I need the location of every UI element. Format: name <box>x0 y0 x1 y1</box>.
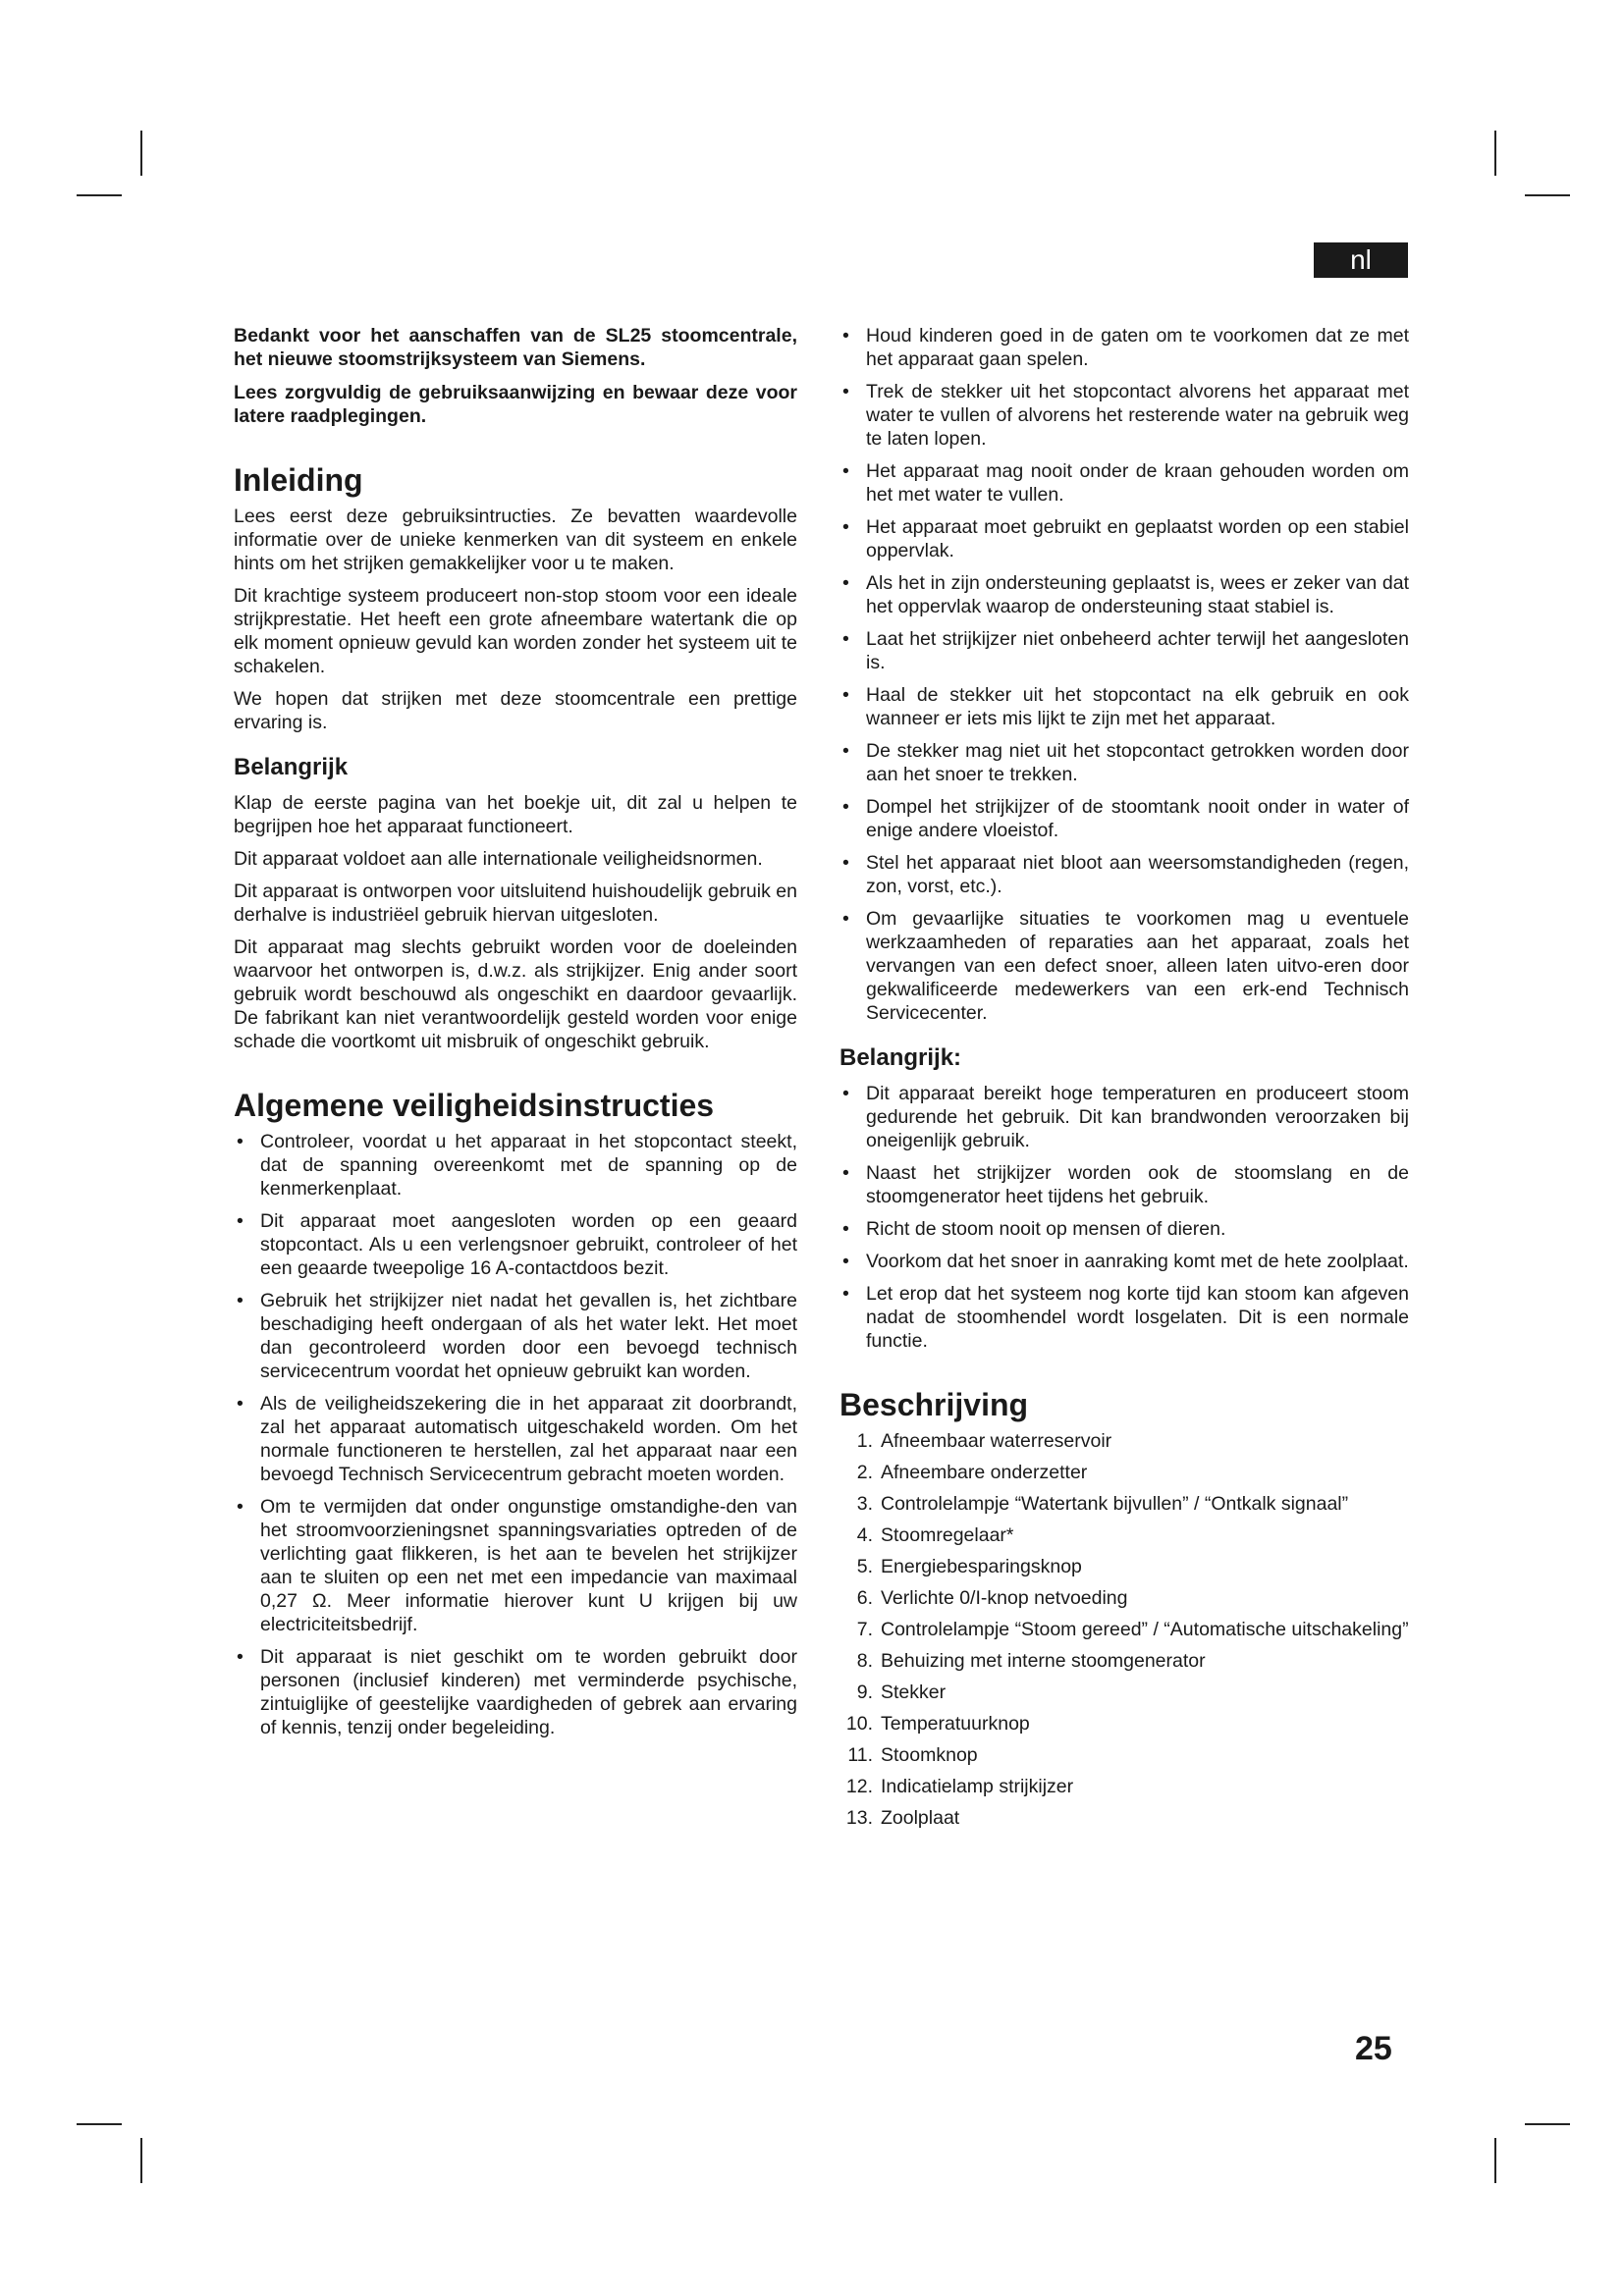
list-item: • Dompel het strijkijzer of de stoomtank nooit onder in water of enige andere vloeistof. <box>839 795 1409 842</box>
list-item <box>839 1743 1409 1767</box>
item-text: Afneembare onderzetter <box>881 1462 1088 1483</box>
list-item <box>839 1586 1409 1610</box>
list-item: • Als het in zijn ondersteuning geplaatst is, wees er zeker van dat het oppervlak waarop de ondersteuning staat stabiel is. <box>839 571 1409 618</box>
list-item: • Het apparaat mag nooit onder de kraan gehouden worden om het met water te vullen. <box>839 459 1409 507</box>
item-text: Afneembaar waterreservoir <box>881 1430 1112 1452</box>
paragraph: Lees eerst deze gebruiksintructies. Ze bevatten waardevolle informatie over de unieke kenmerken van dit systeem en enkele hints om het strijken gemakkelijker voor u te maken. <box>234 506 797 574</box>
list-item: • Haal de stekker uit het stopcontact na elk gebruik en ook wanneer er iets mis lijkt te zijn met het apparaat. <box>839 683 1409 730</box>
crop-mark <box>140 2138 142 2183</box>
item-text: Controlelampje “Watertank bijvullen” / “Ontkalk signaal” <box>881 1493 1349 1515</box>
item-text: Stoomregelaar* <box>881 1524 1014 1546</box>
page-number: 25 <box>1355 2030 1392 2067</box>
section-heading-veiligheid: Algemene veiligheidsinstructies <box>234 1088 715 1123</box>
subheading-belangrijk: Belangrijk: <box>839 1044 962 1071</box>
crop-mark <box>77 194 122 196</box>
list-item <box>839 1649 1409 1673</box>
list-item: • Let erop dat het systeem nog korte tijd kan stoom kan afgeven nadat de stoomhendel wordt losgelaten. Dit is een normale functie. <box>839 1282 1409 1353</box>
item-number: 9. <box>856 1682 873 1703</box>
list-item: • Laat het strijkijzer niet onbeheerd achter terwijl het aangesloten is. <box>839 627 1409 674</box>
safety-list-continued <box>839 324 1409 1025</box>
item-text: Controlelampje “Stoom gereed” / “Automatische uitschakeling” <box>881 1619 1409 1640</box>
paragraph: Dit apparaat mag slechts gebruikt worden voor de doeleinden waarvoor het ontworpen is, d.w.z. als strijkijzer. Enig ander soort gebruik wordt beschouwd als ongeschikt en daardoor gevaarlijk. De fabrikant kan niet verantwoordelijk gesteld worden voor enige schade die voortkomt uit misbruik of ongeschikt gebruik. <box>234 936 797 1052</box>
item-text: Verlichte 0/I-knop netvoeding <box>881 1587 1128 1609</box>
list-item <box>839 1461 1409 1484</box>
list-item <box>839 1681 1409 1704</box>
list-item: • Dit apparaat moet aangesloten worden op een geaard stopcontact. Als u een verlengsnoer gebruikt, controleer of het een geaarde tweepolige 16 A-contactdoos bezit. <box>234 1209 797 1280</box>
important-list <box>839 1082 1409 1353</box>
item-text: Behuizing met interne stoomgenerator <box>881 1650 1206 1672</box>
list-item <box>839 1555 1409 1578</box>
left-column <box>234 324 797 1748</box>
list-item: • Voorkom dat het snoer in aanraking komt met de hete zoolplaat. <box>839 1250 1409 1273</box>
list-item: • Trek de stekker uit het stopcontact alvorens het apparaat met water te vullen of alvorens het resterende water na gebruik weg te laten lopen. <box>839 380 1409 451</box>
item-number: 1. <box>856 1430 873 1452</box>
list-item: • Houd kinderen goed in de gaten om te voorkomen dat ze met het apparaat gaan spelen. <box>839 324 1409 371</box>
section-heading-beschrijving: Beschrijving <box>839 1387 1029 1422</box>
item-number: 3. <box>856 1493 873 1515</box>
item-number: 8. <box>856 1650 873 1672</box>
item-text: Energiebesparingsknop <box>881 1556 1082 1577</box>
list-item: • Gebruik het strijkijzer niet nadat het gevallen is, het zichtbare beschadiging heeft ondergaan of als het water lekt. Het moet dan gecontroleerd worden door een bevoegd technisch servicecentrum voordat het opnieuw gebruikt kan worden. <box>234 1289 797 1383</box>
item-number: 11. <box>847 1744 873 1766</box>
crop-mark <box>1525 2123 1570 2125</box>
crop-mark <box>1494 131 1496 176</box>
paragraph: Dit apparaat is ontworpen voor uitsluitend huishoudelijk gebruik en derhalve is industriëel gebruik hiervan uitgesloten. <box>234 881 797 926</box>
right-column <box>839 324 1409 1838</box>
list-item: • Controleer, voordat u het apparaat in het stopcontact steekt, dat de spanning overeenkomt met de spanning op de kenmerkenplaat. <box>234 1130 797 1201</box>
item-text: Temperatuurknop <box>881 1713 1030 1735</box>
list-item: • Het apparaat moet gebruikt en geplaatst worden op een stabiel oppervlak. <box>839 515 1409 562</box>
paragraph: We hopen dat strijken met deze stoomcentrale een prettige ervaring is. <box>234 688 797 733</box>
section-heading-inleiding: Inleiding <box>234 462 363 498</box>
list-item <box>839 1429 1409 1453</box>
list-item: • Dit apparaat is niet geschikt om te worden gebruikt door personen (inclusief kinderen) met verminderde psychische, zintuiglijke of geestelijke vaardigheden of gebrek aan ervaring of kennis, tenzij onder begeleiding. <box>234 1645 797 1739</box>
paragraph: Dit krachtige systeem produceert non-stop stoom voor een ideale strijkprestatie. Het heeft een grote afneembare watertank die op elk moment opnieuw gevuld kan worden zonder het systeem uit te schakelen. <box>234 585 797 677</box>
item-number: 13. <box>845 1807 873 1829</box>
parts-list <box>839 1429 1409 1830</box>
paragraph: Dit apparaat voldoet aan alle internationale veiligheidsnormen. <box>234 848 763 870</box>
item-number: 5. <box>856 1556 873 1577</box>
item-number: 6. <box>856 1587 873 1609</box>
list-item <box>839 1712 1409 1735</box>
list-item <box>839 1492 1409 1516</box>
crop-mark <box>1494 2138 1496 2183</box>
list-item <box>839 1618 1409 1641</box>
item-number: 12. <box>845 1776 873 1797</box>
list-item: • Richt de stoom nooit op mensen of dieren. <box>839 1217 1409 1241</box>
item-number: 7. <box>856 1619 873 1640</box>
list-item: • Naast het strijkijzer worden ook de stoomslang en de stoomgenerator heet tijdens het gebruik. <box>839 1161 1409 1208</box>
crop-mark <box>140 131 142 176</box>
item-text: Indicatielamp strijkijzer <box>881 1776 1074 1797</box>
list-item: • Om gevaarlijke situaties te voorkomen mag u eventuele werkzaamheden of reparaties aan het apparaat, zoals het vervangen van een defect snoer, alleen laten uitvo-eren door gekwalificeerde medewerkers van een erk-end Technisch Servicecenter. <box>839 907 1409 1025</box>
item-number: 2. <box>856 1462 873 1483</box>
safety-list <box>234 1130 797 1739</box>
list-item <box>839 1523 1409 1547</box>
item-text: Stekker <box>881 1682 947 1703</box>
list-item: • Dit apparaat bereikt hoge temperaturen en produceert stoom gedurende het gebruik. Dit kan brandwonden veroorzaken bij oneigenlijk gebruik. <box>839 1082 1409 1152</box>
crop-mark <box>77 2123 122 2125</box>
list-item <box>839 1775 1409 1798</box>
item-text: Stoomknop <box>881 1744 978 1766</box>
intro-paragraph: Bedankt voor het aanschaffen van de SL25 stoomcentrale, het nieuwe stoomstrijksysteem van Siemens. <box>234 325 797 370</box>
subheading-belangrijk: Belangrijk <box>234 754 349 780</box>
language-badge: nl <box>1314 242 1408 278</box>
list-item: • Als de veiligheidszekering die in het apparaat zit doorbrandt, zal het apparaat automatisch uitgeschakeld worden. Om het normale functioneren te herstellen, zal het apparaat naar een bevoegd Technisch Servicecentrum gebracht moeten worden. <box>234 1392 797 1486</box>
list-item: • De stekker mag niet uit het stopcontact getrokken worden door aan het snoer te trekken. <box>839 739 1409 786</box>
intro-paragraph: Lees zorgvuldig de gebruiksaanwijzing en bewaar deze voor latere raadplegingen. <box>234 382 797 427</box>
crop-mark <box>1525 194 1570 196</box>
item-number: 10. <box>845 1713 873 1735</box>
list-item: • Stel het apparaat niet bloot aan weersomstandigheden (regen, zon, vorst, etc.). <box>839 851 1409 898</box>
item-number: 4. <box>856 1524 873 1546</box>
item-text: Zoolplaat <box>881 1807 960 1829</box>
paragraph: Klap de eerste pagina van het boekje uit, dit zal u helpen te begrijpen hoe het apparaat functioneert. <box>234 792 797 837</box>
list-item: • Om te vermijden dat onder ongunstige omstandighe-den van het stroomvoorzieningsnet spanningsvariaties optreden of de verlichting gaat flikkeren, is het aan te bevelen het strijkijzer aan te sluiten op een net met een impedancie van maximaal 0,27 Ω. Meer informatie hierover kunt U krijgen bij uw electriciteitsbedrijf. <box>234 1495 797 1636</box>
list-item <box>839 1806 1409 1830</box>
